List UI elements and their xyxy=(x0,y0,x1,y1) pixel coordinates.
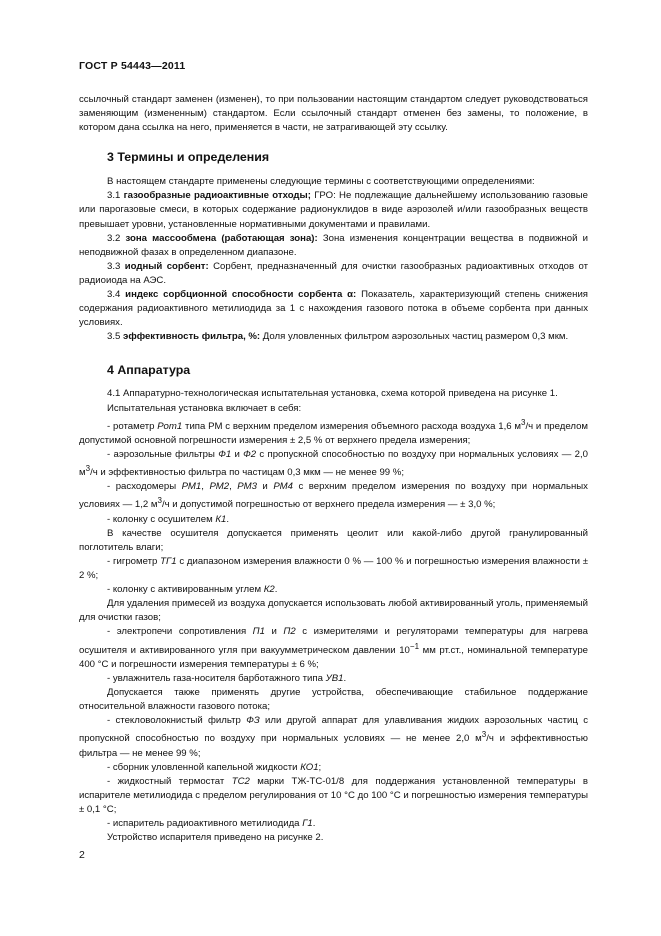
term-name: эффективность фильтра, %: xyxy=(123,331,261,343)
item-furnaces: - электропечи сопротивления П1 и П2 с измерителями и регуляторами температуры для нагрева осушителя и активированного угля при вакуумметрическом давлении $10^{-1}$ мм рт.ст., номинальной температуре 400 °С и погрешности измерения температуры ± 6 %; xyxy=(79,626,588,670)
item-thermostat: - жидкостный термостат ТС2 марки ТЖ-ТС-01/8 для поддержания установленной температуры в испарителе метилиодида с пределом регулирования от 10 °С до 100 °С и погрешностью измерения температуры ± 0,1 °С; xyxy=(79,775,588,815)
standard-header: ГОСТ Р 54443—2011 xyxy=(79,60,186,72)
item-hygrometer: - гигрометр ТГ1 с диапазоном измерения влажности 0 % — 100 % и погрешностью измерения влажности ± 2 %; xyxy=(79,556,589,582)
humidifier-note: Допускается также применять другие устройства, обеспечивающие стабильное поддержание относительной влажности газового потока; xyxy=(79,687,588,713)
item-aerosol-filters: - аэрозольные фильтры Ф1 и Ф2 с пропускной способностью по воздуху при нормальных условиях — 2,0 $м^3/ч$ и эффективностью фильтра по частицам 0,3 мкм — не менее 99 %; xyxy=(79,448,589,479)
page-number: 2 xyxy=(79,849,85,861)
item-collector: - сборник уловленной капельной жидкости КО1; xyxy=(107,761,322,773)
term-3-3: 3.3 иодный сорбент: Сорбент, предназначенный для очистки газообразных радиоактивных отходов от радиоиода на АЭС. xyxy=(79,260,588,286)
term-3-2: 3.2 зона массообмена (работающая зона): Зона изменения концентрации вещества в подвижной и неподвижной фазах в определенном диапазоне. xyxy=(79,232,588,258)
item-evaporator: - испаритель радиоактивного метилиодида Г1. xyxy=(107,818,316,830)
para-includes: Испытательная установка включает в себя: xyxy=(107,402,302,414)
section-3-heading: 3 Термины и определения xyxy=(107,150,270,165)
item-column-carbon: - колонку с активированным углем К2. xyxy=(107,584,278,596)
term-3-4: 3.4 индекс сорбционной способности сорбента α: Показатель, характеризующий степень снижения содержания радиоактивного метилиодида за 1 с нахождения газового потока в объеме сорбента при данных условиях. xyxy=(79,289,588,329)
term-name: иодный сорбент: xyxy=(124,260,209,272)
para-4-1: 4.1 Аппаратурно-технологическая испытательная установка, схема которой приведена на рисунке 1. xyxy=(107,388,558,400)
item-fiberglass-filter: - стекловолокнистый фильтр ФЗ или другой аппарат для улавливания жидких аэрозольных частиц с пропускной способностью по воздуху при нормальных условиях — не менее 2,0 $м^3/ч$ и эффективностью фильтра — не менее 99 %; xyxy=(79,715,588,759)
item-rotameter: - ротаметр Рот1 типа РМ с верхним пределом измерения объемного расхода воздуха 1,6 $м^3/ч$ и пределом допустимой основной погрешности измерения ± 2,5 % от верхнего предела измерения; xyxy=(79,417,589,446)
section-4-heading: 4 Аппаратура xyxy=(107,363,191,378)
intro-paragraph: ссылочный стандарт заменен (изменен), то при пользовании настоящим стандартом следует руководствоваться заменяющим (измененным) стандартом. Если ссылочный стандарт отменен без замены, то положение, в котором дана ссылка на него, применяется в части, не затрагивающей эту ссылку. xyxy=(79,94,588,134)
carbon-note: Для удаления примесей из воздуха допускается использовать любой активированный уголь, применяемый для очистки газов; xyxy=(79,598,588,624)
term-name: зона массообмена (работающая зона): xyxy=(125,232,318,244)
term-3-5: 3.5 эффективность фильтра, %: Доля уловленных фильтром аэрозольных частиц размером 0,3 мкм. xyxy=(107,331,569,343)
dryer-note: В качестве осушителя допускается применять цеолит или какой-либо другой гранулированный поглотитель влаги; xyxy=(79,527,588,553)
item-column-dryer: - колонку с осушителем К1. xyxy=(107,513,230,525)
item-humidifier: - увлажнитель газа-носителя барботажного типа УВ1. xyxy=(107,672,347,684)
term-3-1: 3.1 газообразные радиоактивные отходы; ГРО: Не подлежащие дальнейшему использованию газовые или парогазовые смеси, в которых содержание радионуклидов в виде аэрозолей и/или газообразных веществ превышает уровни, установленные нормативными документами и правилами. xyxy=(79,190,588,230)
term-name: индекс сорбционной способности сорбента α: xyxy=(125,289,357,301)
term-name: газообразные радиоактивные отходы; xyxy=(123,190,311,202)
item-flowmeters: - расходомеры РМ1, РМ2, РМ3 и РМ4 с верхним пределом измерения по воздуху при нормальных условиях — 1,2 $м^3/ч$ и допустимой погрешностью от верхнего предела измерения — ± 3,0 %; xyxy=(79,481,588,511)
section-3-lead: В настоящем стандарте применены следующие термины с соответствующими определениями: xyxy=(107,176,535,188)
document-body xyxy=(79,93,588,845)
last-paragraph: Устройство испарителя приведено на рисунке 2. xyxy=(107,832,324,844)
